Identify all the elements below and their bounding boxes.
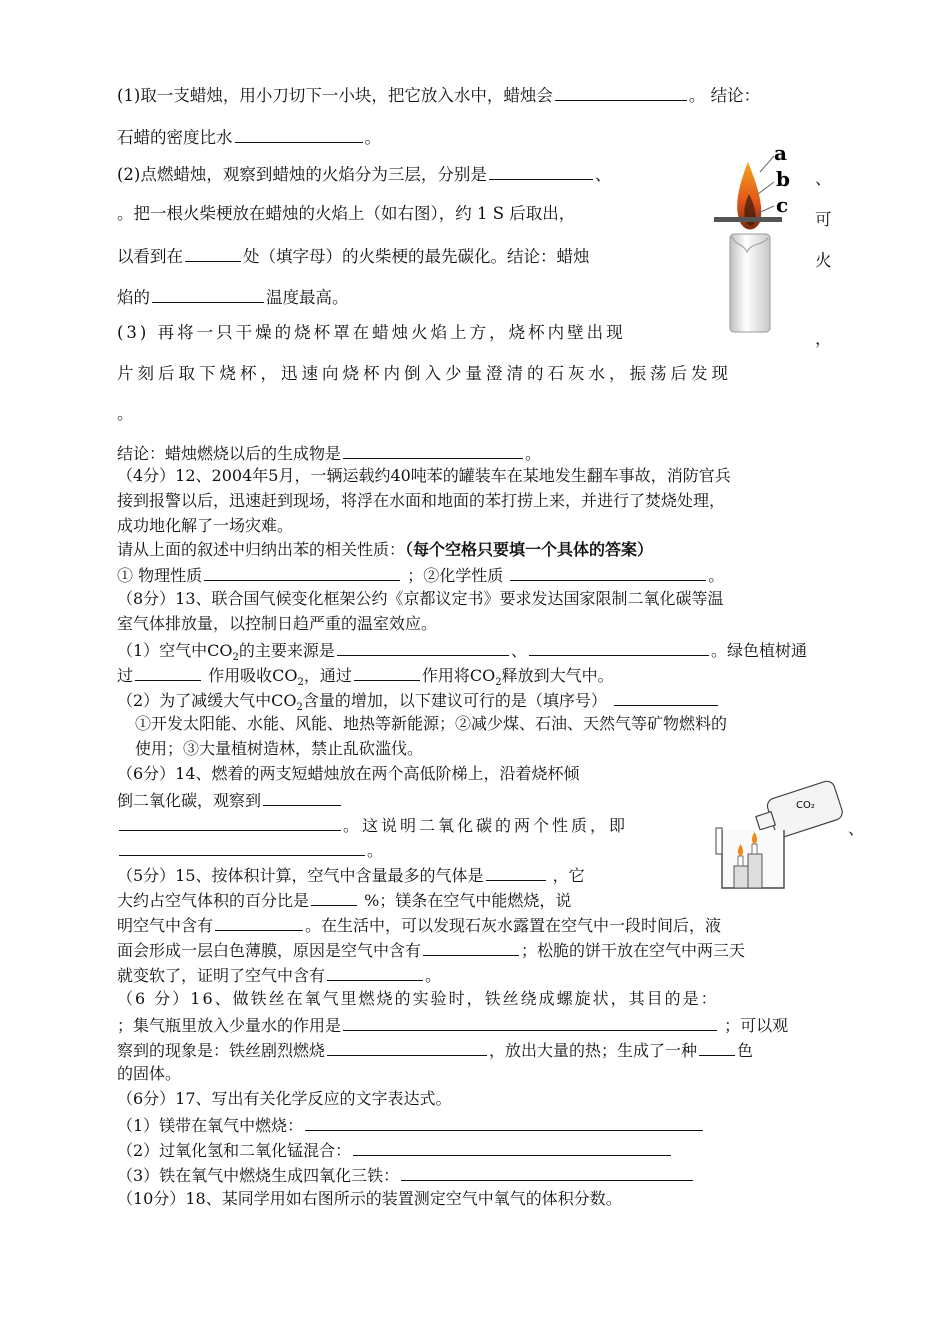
q2-blank-1[interactable] <box>489 165 593 180</box>
q2-line3 <box>117 247 590 266</box>
q14-t3: 。这说明二氧化碳的两个性质，即 <box>343 816 629 835</box>
q2-sep-2: 、 <box>815 169 832 188</box>
q15-line5 <box>117 966 441 984</box>
q14-property-blank[interactable] <box>119 841 365 856</box>
candle-flame-figure <box>712 142 812 337</box>
sub-2: 2 <box>296 702 303 714</box>
q1-line2 <box>117 128 381 147</box>
q3-text-d: 。 <box>117 404 134 423</box>
q15-biscuit-blank[interactable] <box>327 966 423 981</box>
q17-line4 <box>117 1166 695 1184</box>
q13-source-blank-1[interactable] <box>337 641 509 656</box>
q13-t7: 作用将CO <box>421 666 496 685</box>
q13-t2: 的主要来源是 <box>238 641 335 660</box>
q2-text: (2)点燃蜡烛，观察到蜡烛的火焰分为三层，分别是 <box>117 165 487 184</box>
q2-text-g: 处（填字母）的火柴梗的最先碳化。结论：蜡烛 <box>243 247 590 266</box>
q15-t2: ，它 <box>552 866 585 885</box>
q17-t1: （1）镁带在氧气中燃烧： <box>117 1116 304 1135</box>
q13-line3 <box>117 641 807 663</box>
q15-mg-blank[interactable] <box>215 916 303 931</box>
beaker-lip <box>716 828 722 854</box>
q14-sep: 、 <box>848 819 865 838</box>
q13-line1: （8分）13、联合国气候变化框架公约《京都议定书》要求发达国家限制二氧化碳等温 <box>117 589 724 608</box>
q3-text-b: ， <box>815 329 832 348</box>
q16-t5: 色 <box>737 1041 754 1060</box>
q12-physical-blank[interactable] <box>204 566 400 581</box>
q1-text-b: 。 结论： <box>688 86 761 105</box>
q3-text-c: 片刻后取下烧杯，迅速向烧杯内倒入少量澄清的石灰水，振荡后发现 <box>117 364 732 383</box>
q3-line3 <box>117 406 134 423</box>
q14-line1: （6分）14、燃着的两支短蜡烛放在两个高低阶梯上，沿着烧杯倾 <box>117 764 580 783</box>
q1-text-d: 。 <box>364 128 381 147</box>
step-high <box>748 854 762 888</box>
q1-blank-2[interactable] <box>235 128 363 143</box>
q15-line3 <box>117 916 721 934</box>
q13-line7: 使用；③大量植树造林，禁止乱砍滥伐。 <box>135 739 424 758</box>
q13-t6: ，通过 <box>303 666 352 685</box>
q17-fe-blank[interactable] <box>401 1166 693 1181</box>
q14-line4 <box>117 841 383 859</box>
q2-text-h: 火 <box>815 251 832 270</box>
q16-t1: ；集气瓶里放入少量水的作用是 <box>117 1016 342 1035</box>
q14-observe-blank[interactable] <box>263 791 341 806</box>
q2-blank-2[interactable] <box>185 247 241 262</box>
pointer-b <box>758 182 774 194</box>
conclusion-end: 。 <box>525 444 542 463</box>
conclusion-line <box>117 444 541 462</box>
q14-line3 <box>117 816 628 834</box>
q16-line4: 的固体。 <box>117 1064 182 1083</box>
q3-line1 <box>117 325 626 342</box>
q14-t2: 倒二氧化碳，观察到 <box>117 791 262 810</box>
q15-line4 <box>117 941 745 959</box>
sub-2: 2 <box>232 652 239 664</box>
conclusion-blank[interactable] <box>343 444 523 459</box>
q15-t4: %；镁条在空气中能燃烧，说 <box>364 891 572 910</box>
q15-t5: 明空气中含有 <box>117 916 214 935</box>
q16-color-blank[interactable] <box>699 1041 735 1056</box>
q18-line1: （10分）18、某同学用如右图所示的装置测定空气中氧气的体积分数。 <box>117 1189 622 1208</box>
q2-text-f: 以看到在 <box>117 247 183 266</box>
q15-line2 <box>117 891 571 909</box>
q15-t6: 。在生活中，可以发现石灰水露置在空气中一段时间后，液 <box>305 916 722 935</box>
q15-end: 。 <box>425 966 442 985</box>
q16-t4: ，放出大量的热；生成了一种 <box>489 1041 698 1060</box>
q15-t7: 面会形成一层白色薄膜，原因是空气中含有 <box>117 941 422 960</box>
q1-text-c: 石蜡的密度比水 <box>117 128 233 147</box>
q12-line1: （4分）12、2004年5月，一辆运载约40吨苯的罐装车在某地发生翻车事故，消防官兵 <box>117 466 731 485</box>
q2-line1 <box>117 165 611 184</box>
q17-t3: （3）铁在氧气中燃烧生成四氧化三铁： <box>117 1166 400 1185</box>
q17-line1: （6分）17、写出有关化学反应的文字表达式。 <box>117 1089 452 1108</box>
q15-t1: （5分）15、按体积计算，空气中含量最多的气体是 <box>117 866 484 885</box>
q1-line1 <box>117 86 760 105</box>
q16-line1: （6 分）16、做铁丝在氧气里燃烧的实验时，铁丝绕成螺旋状，其目的是： <box>117 989 719 1008</box>
q12-chemical-blank[interactable] <box>510 566 706 581</box>
candle-body <box>730 234 770 332</box>
q16-phenomenon-blank[interactable] <box>327 1041 487 1056</box>
q13-t1: （1）空气中CO <box>117 641 233 660</box>
q13-source-blank-2[interactable] <box>529 641 709 656</box>
q16-line3 <box>117 1041 753 1059</box>
q15-t9: 就变软了，证明了空气中含有 <box>117 966 326 985</box>
q2-blank-3[interactable] <box>152 288 264 303</box>
q2-sep: 、 <box>594 165 612 184</box>
q13-t10: 含量的增加，以下建议可行的是（填序号） <box>302 691 607 710</box>
conclusion-text: 结论：蜡烛燃烧以后的生成物是 <box>117 444 342 463</box>
co2-label: CO₂ <box>796 800 815 811</box>
q17-line2 <box>117 1116 705 1134</box>
q12-line3: 成功地化解了一场灾难。 <box>117 516 294 535</box>
q12-note: （每个空格只要填一个具体的答案） <box>405 540 654 559</box>
q13-line5 <box>117 691 720 713</box>
q13-t5: 作用吸收CO <box>208 666 298 685</box>
matchstick <box>714 217 782 222</box>
q2-text-j: 温度最高。 <box>266 288 349 307</box>
label-c: c <box>776 193 789 217</box>
q16-line2 <box>117 1016 788 1034</box>
q3-text: (3) 再将一只干燥的烧杯罩在蜡烛火焰上方，烧杯内壁出现 <box>117 323 626 342</box>
q12-line5 <box>117 566 724 584</box>
co2-pouring-figure <box>712 780 852 895</box>
q12-line4 <box>117 542 653 558</box>
label-b: b <box>776 167 790 191</box>
q13-line4 <box>117 666 614 688</box>
pointer-a <box>760 156 774 172</box>
q13-choice-blank[interactable] <box>614 691 718 706</box>
q15-percent-blank[interactable] <box>311 891 357 906</box>
q15-line1 <box>117 866 585 884</box>
q16-t2: ；可以观 <box>724 1016 789 1035</box>
q15-t8: ；松脆的饼干放在空气中两三天 <box>521 941 746 960</box>
q17-line3 <box>117 1141 673 1159</box>
q13-t8: 释放到大气中。 <box>501 666 614 685</box>
q15-limewater-blank[interactable] <box>423 941 519 956</box>
q2-line4 <box>117 288 349 307</box>
candle-high <box>752 844 757 854</box>
sub-2: 2 <box>495 677 502 689</box>
q13-release-blank[interactable] <box>354 666 420 681</box>
candle-low <box>738 856 743 866</box>
q14-observe-blank-2[interactable] <box>119 816 341 831</box>
q13-absorb-blank[interactable] <box>135 666 201 681</box>
q12-end: 。 <box>708 566 725 585</box>
q13-line2: 室气体排放量，以控制日趋严重的温室效应。 <box>117 614 438 633</box>
q14-end: 。 <box>367 841 384 860</box>
q15-gas-blank[interactable] <box>486 866 546 881</box>
q12-chemical-label: ；②化学性质 <box>407 566 504 585</box>
q17-h2o2-blank[interactable] <box>353 1141 671 1156</box>
step-low <box>734 866 748 888</box>
q16-t3: 察到的现象是：铁丝剧烈燃烧 <box>117 1041 326 1060</box>
q15-t3: 大约占空气体积的百分比是 <box>117 891 310 910</box>
q13-sep: 、 <box>510 641 527 660</box>
label-a: a <box>774 142 787 165</box>
q13-t9: （2）为了减缓大气中CO <box>117 691 297 710</box>
q12-prompt: 请从上面的叙述中归纳出苯的相关性质： <box>117 540 406 559</box>
q16-water-blank[interactable] <box>343 1016 717 1031</box>
q13-t4: 过 <box>117 666 134 685</box>
q13-t3: 。绿色植树通 <box>710 641 807 660</box>
q13-line6: ①开发太阳能、水能、风能、地热等新能源；②减少煤、石油、天然气等矿物燃料的 <box>135 714 728 733</box>
sub-2: 2 <box>297 677 304 689</box>
q12-line2: 接到报警以后，迅速赶到现场，将浮在水面和地面的苯打捞上来，并进行了焚烧处理， <box>117 491 726 510</box>
q1-text: (1)取一支蜡烛，用小刀切下一小块，把它放入水中，蜡烛会 <box>117 86 553 105</box>
q17-t2: （2）过氧化氢和二氧化锰混合： <box>117 1141 352 1160</box>
q14-line2 <box>117 791 343 809</box>
q1-blank-1[interactable] <box>555 86 687 101</box>
q2-text-i: 焰的 <box>117 288 150 307</box>
q17-mg-blank[interactable] <box>305 1116 703 1131</box>
q2-text-d: 。把一根火柴梗放在蜡烛的火焰上（如右图），约 1 S 后取出， <box>117 204 576 223</box>
q3-line2 <box>117 366 732 383</box>
q2-text-e: 可 <box>815 210 832 229</box>
q12-physical-label: ① 物理性质 <box>117 566 203 585</box>
q2-line2 <box>117 206 575 223</box>
